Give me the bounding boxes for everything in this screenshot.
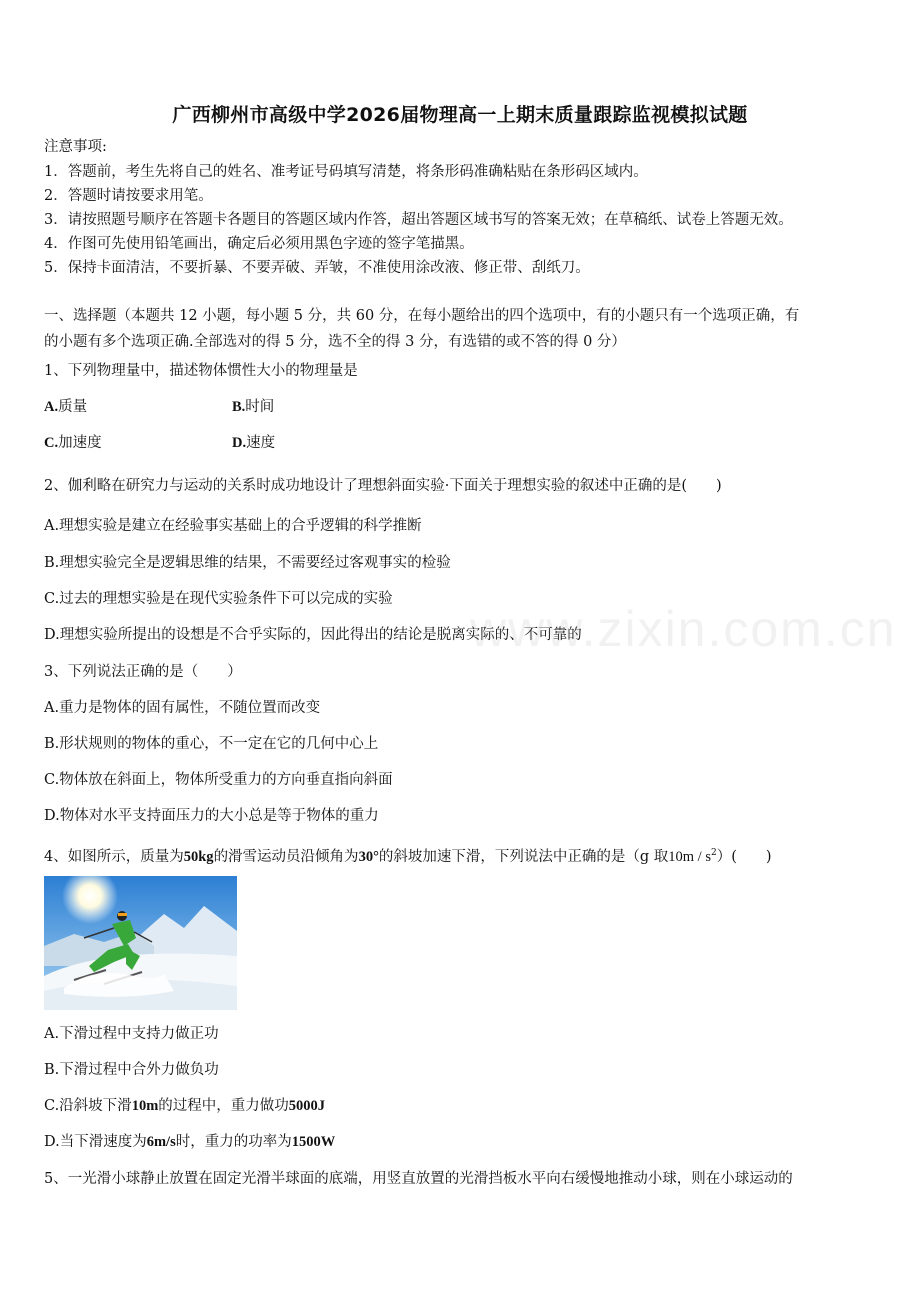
question-4-option-b: B.下滑过程中合外力做负功 xyxy=(44,1062,219,1078)
notice-item: 4．作图可先使用铅笔画出，确定后必须用黑色字迹的签字笔描黑。 xyxy=(44,236,474,252)
option-letter: D. xyxy=(232,435,247,451)
question-2-stem: 2、伽利略在研究力与运动的关系时成功地设计了理想斜面实验·下面关于理想实验的叙述中正确的是( ) xyxy=(44,478,722,494)
question-4-option-d xyxy=(44,1132,335,1152)
option-letter: A. xyxy=(44,399,59,415)
angle-value: 30° xyxy=(358,848,379,865)
stem-text: 的滑雪运动员沿倾角为 xyxy=(213,848,359,865)
question-2-option-a: A.理想实验是建立在经验事实基础上的合乎逻辑的科学推断 xyxy=(44,518,422,534)
mass-value: 50kg xyxy=(183,848,214,865)
question-1-option-a xyxy=(44,397,87,417)
notice-item: 5．保持卡面清洁，不要折暴、不要弄破、弄皱，不准使用涂改液、修正带、刮纸刀。 xyxy=(44,260,590,276)
section-instructions-cont: 的小题有多个选项正确.全部选对的得 5 分，选不全的得 3 分，有选错的或不答的得 0 分） xyxy=(44,334,626,350)
question-3-option-c: C.物体放在斜面上，物体所受重力的方向垂直指向斜面 xyxy=(44,772,393,788)
skier-photo xyxy=(44,876,237,1010)
work-value: 5000J xyxy=(288,1098,326,1114)
question-3-option-b: B.形状规则的物体的重心，不一定在它的几何中心上 xyxy=(44,736,379,752)
power-value: 1500W xyxy=(291,1134,336,1150)
question-4-option-c xyxy=(44,1096,325,1116)
option-letter: C. xyxy=(44,435,59,451)
notice-item: 3．请按照题号顺序在答题卡各题目的答题区域内作答，超出答题区域书写的答案无效；在草稿纸、试卷上答题无效。 xyxy=(44,212,793,228)
notice-item: 2．答题时请按要求用笔。 xyxy=(44,188,213,204)
question-1-option-b xyxy=(232,397,274,417)
stem-text: ）( ) xyxy=(716,848,772,865)
question-1-option-d xyxy=(232,433,275,453)
question-3-stem: 3、下列说法正确的是（ ） xyxy=(44,664,242,680)
question-4-option-a: A.下滑过程中支持力做正功 xyxy=(44,1026,219,1042)
option-text: 质量 xyxy=(58,399,88,415)
question-4-stem xyxy=(44,843,772,867)
option-text: 速度 xyxy=(246,435,276,451)
question-3-option-d: D.物体对水平支持面压力的大小总是等于物体的重力 xyxy=(44,808,379,824)
notice-heading: 注意事项: xyxy=(44,139,107,155)
question-1-stem: 1、下列物理量中，描述物体惯性大小的物理量是 xyxy=(44,363,358,379)
question-3-option-a: A.重力是物体的固有属性，不随位置而改变 xyxy=(44,700,321,716)
option-text: 的过程中，重力做功 xyxy=(158,1098,289,1114)
option-text: D.当下滑速度为 xyxy=(44,1134,147,1150)
speed-value: 6m/s xyxy=(146,1134,176,1150)
section-instructions: 一、选择题（本题共 12 小题，每小题 5 分，共 60 分，在每小题给出的四个选项中，有的小题只有一个选项正确，有 xyxy=(44,308,800,324)
option-text: 时间 xyxy=(245,399,275,415)
stem-text: 4、如图所示，质量为 xyxy=(44,848,184,865)
question-5-stem: 5、一光滑小球静止放置在固定光滑半球面的底端，用竖直放置的光滑挡板水平向右缓慢地推动小球，则在小球运动的 xyxy=(44,1171,793,1187)
option-text: 加速度 xyxy=(58,435,102,451)
option-letter: B. xyxy=(232,399,246,415)
watermark: www.zixin.com.cn xyxy=(470,601,897,657)
g-value: 10m / s xyxy=(668,848,711,865)
question-2-option-b: B.理想实验完全是逻辑思维的结果，不需要经过客观事实的检验 xyxy=(44,555,451,571)
question-2-option-d: D.理想实验所提出的设想是不合乎实际的，因此得出的结论是脱离实际的、不可靠的 xyxy=(44,627,582,643)
notice-item: 1．答题前，考生先将自己的姓名、准考证号码填写清楚，将条形码准确粘贴在条形码区域内。 xyxy=(44,164,648,180)
question-2-option-c: C.过去的理想实验是在现代实验条件下可以完成的实验 xyxy=(44,591,393,607)
distance-value: 10m xyxy=(131,1098,159,1114)
stem-text: 的斜坡加速下滑，下列说法中正确的是（g 取 xyxy=(378,848,669,865)
question-1-option-c xyxy=(44,433,102,453)
option-text: C.沿斜坡下滑 xyxy=(44,1098,132,1114)
option-text: 时，重力的功率为 xyxy=(175,1134,292,1150)
g-exponent: 2 xyxy=(710,848,717,858)
page-title: 广西柳州市高级中学2026届物理高一上期末质量跟踪监视模拟试题 xyxy=(172,104,748,126)
